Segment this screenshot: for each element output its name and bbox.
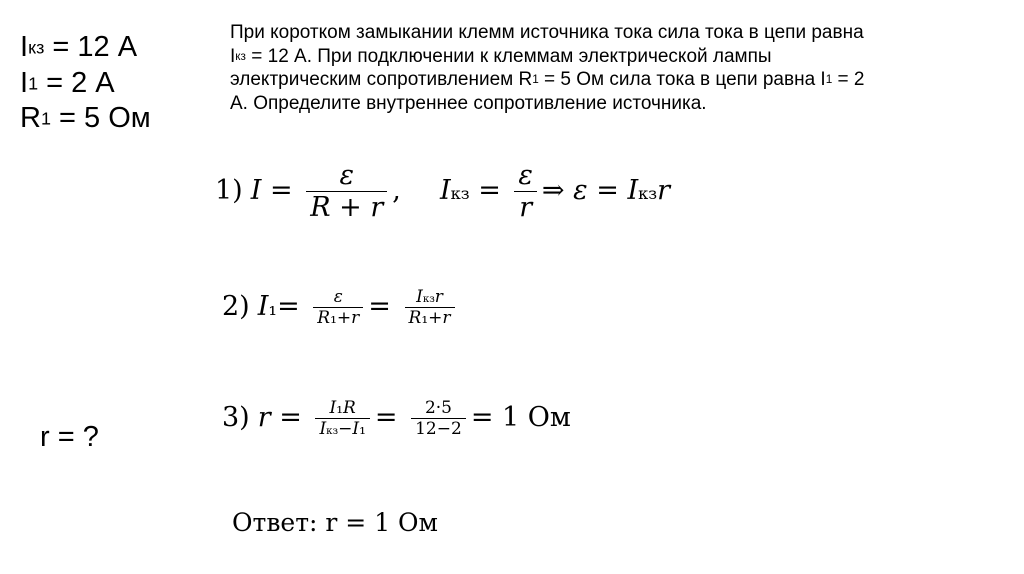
equation-step-2: 2) I₁= $\frac{\varepsilon}{\text{R₁+r}}$ = $\frac{\text{Iкзr}}{\text{R₁+r}}$ (222, 287, 460, 328)
problem-statement: При коротком замыкании клемм источника тока сила тока в цепи равна $I_{кз} = 12$ А. При подключении к клеммам электрической лампы электрическим сопротивлением $R_1 = 5$ Ом сила тока в цепи равна $I_1 = 2$ А. Определите внутреннее сопротивление источника. (230, 22, 865, 114)
resistance-formula-fraction: $\frac{\text{I₁R}}{\text{Iкз−I₁}}$ (315, 398, 369, 439)
ohm-law-fraction: $\frac{\varepsilon}{R + r}$ (306, 160, 387, 223)
final-answer: Ответ: r = 1 Ом (232, 508, 438, 537)
step-3-result: = 1 Ом (470, 402, 571, 433)
substituted-fraction: $\frac{\text{Iкзr}}{\text{R₁+r}}$ (405, 287, 455, 328)
given-resistance: $R_1 = 5$ Ом (20, 102, 151, 134)
equation-step-3: 3) r = $\frac{\text{I₁R}}{\text{Iкз−I₁}}$ = $\frac{2\cdot 5}{12-2}$ = 1 Ом (222, 398, 571, 439)
unknown-quantity: r = ? (40, 421, 99, 453)
numeric-fraction: $\frac{2\cdot 5}{12-2}$ (411, 398, 466, 439)
given-current-lamp: $I_1 = 2$ А (20, 67, 115, 99)
equation-step-1: 1) I = $\frac{\varepsilon}{R + r}$ , (215, 160, 401, 223)
step-1-label: 1) (215, 175, 243, 206)
given-current-short-circuit: $I_{кз} = 12$ А (20, 31, 138, 63)
step-2-label: 2) (222, 291, 250, 322)
lamp-current-fraction: $\frac{\varepsilon}{\text{R₁+r}}$ (313, 287, 363, 328)
step-3-label: 3) (222, 402, 250, 433)
equation-short-circuit: Iкз = $\frac{\varepsilon}{r}$ ⇒ ε = Iкзr (440, 160, 670, 223)
short-circuit-fraction: $\frac{\varepsilon}{r}$ (514, 160, 537, 223)
